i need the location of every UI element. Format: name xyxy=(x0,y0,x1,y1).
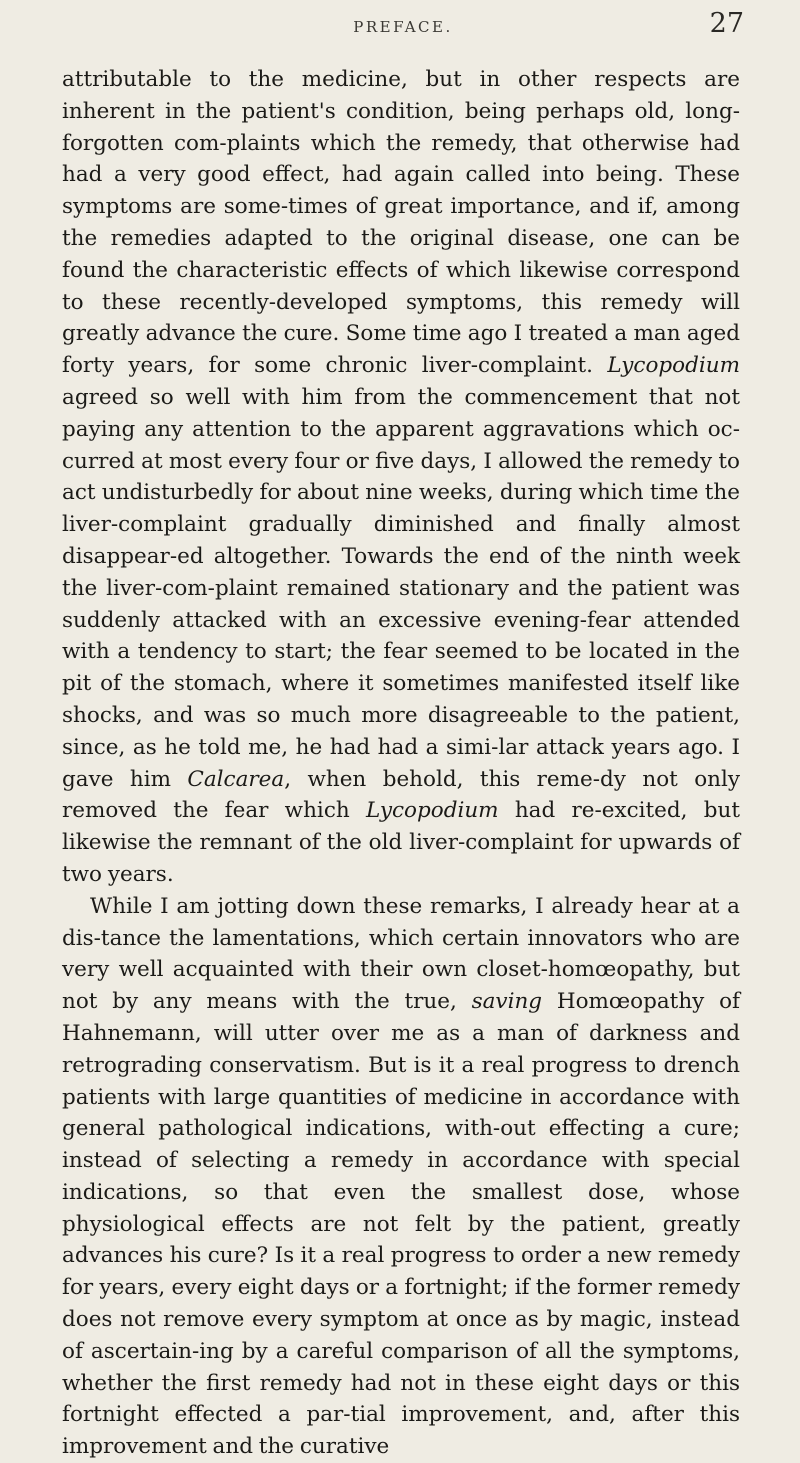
italic-lycopodium: Lycopodium xyxy=(607,353,740,379)
italic-calcarea: Calcarea xyxy=(187,766,285,792)
paragraph-1 xyxy=(62,64,740,891)
running-head xyxy=(62,0,744,50)
paragraph-1-text-2: agreed so well with him from the commencement that not paying any attention to the apparent aggravations which oc-curred at most every four or five days, I allowed the remedy to act undisturbedly for about nine weeks, during which time the liver-complaint gradually diminished and finally almost disappear-ed altogether. Towards the end of the ninth week the liver-com-plaint remained stationary and the patient was suddenly attacked with an excessive evening-fear attended with a tendency to start; the fear seemed to be located in the pit of the stomach, where it sometimes manifested itself like shocks, and was so much more disagreeable to the patient, since, as he told me, he had had a simi-lar attack years ago. I gave him xyxy=(62,384,740,792)
running-title: PREFACE. xyxy=(353,18,453,36)
paragraph-2-text-2: Homœopathy of Hahnemann, will utter over me as a man of darkness and retrograding conservatism. But is it a real progress to drench patients with large quantities of medicine in accordance with general pathological indications, with-out effecting a cure; instead of selecting a remedy in accordance with special indications, so that even the smallest dose, whose physiological effects are not felt by the patient, greatly advances his cure? Is it a real progress to order a new remedy for years, every eight days or a fortnight; if the former remedy does not remove every symptom at once as by magic, instead of ascertain-ing by a careful comparison of all the symptoms, whether the first remedy had not in these eight days or this fortnight effected a par-tial improvement, and, after this improvement and the curative xyxy=(62,989,740,1460)
page-number: 27 xyxy=(709,8,744,39)
italic-saving: saving xyxy=(471,989,543,1015)
paragraph-2-text-1: While I am jotting down these remarks, I already hear at a dis-tance the lamentations, which certain innovators who are very well acquainted with their own closet-homœopathy, but not by any means with the true, xyxy=(62,893,740,1015)
paragraph-1-text-3: , when behold, this reme-dy not only removed the fear which xyxy=(62,766,741,824)
paragraph-1-text-4: had re-excited, but likewise the remnant of the old liver-complaint for upwards of two years. xyxy=(62,798,740,887)
italic-lycopodium-2: Lycopodium xyxy=(365,798,499,824)
paragraph-2 xyxy=(62,891,740,1463)
paragraph-1-text-1: attributable to the medicine, but in other respects are inherent in the patient's condition, being perhaps old, long-forgotten com-plaints which the remedy, that otherwise had had a very good effect, had again called into being. These symptoms are some-times of great importance, and if, among the remedies adapted to the original disease, one can be found the characteristic effects of which likewise correspond to these recently-developed symptoms, this remedy will greatly advance the cure. Some time ago I treated a man aged forty years, for some chronic liver-complaint. xyxy=(62,67,740,379)
body-text xyxy=(62,64,740,1463)
